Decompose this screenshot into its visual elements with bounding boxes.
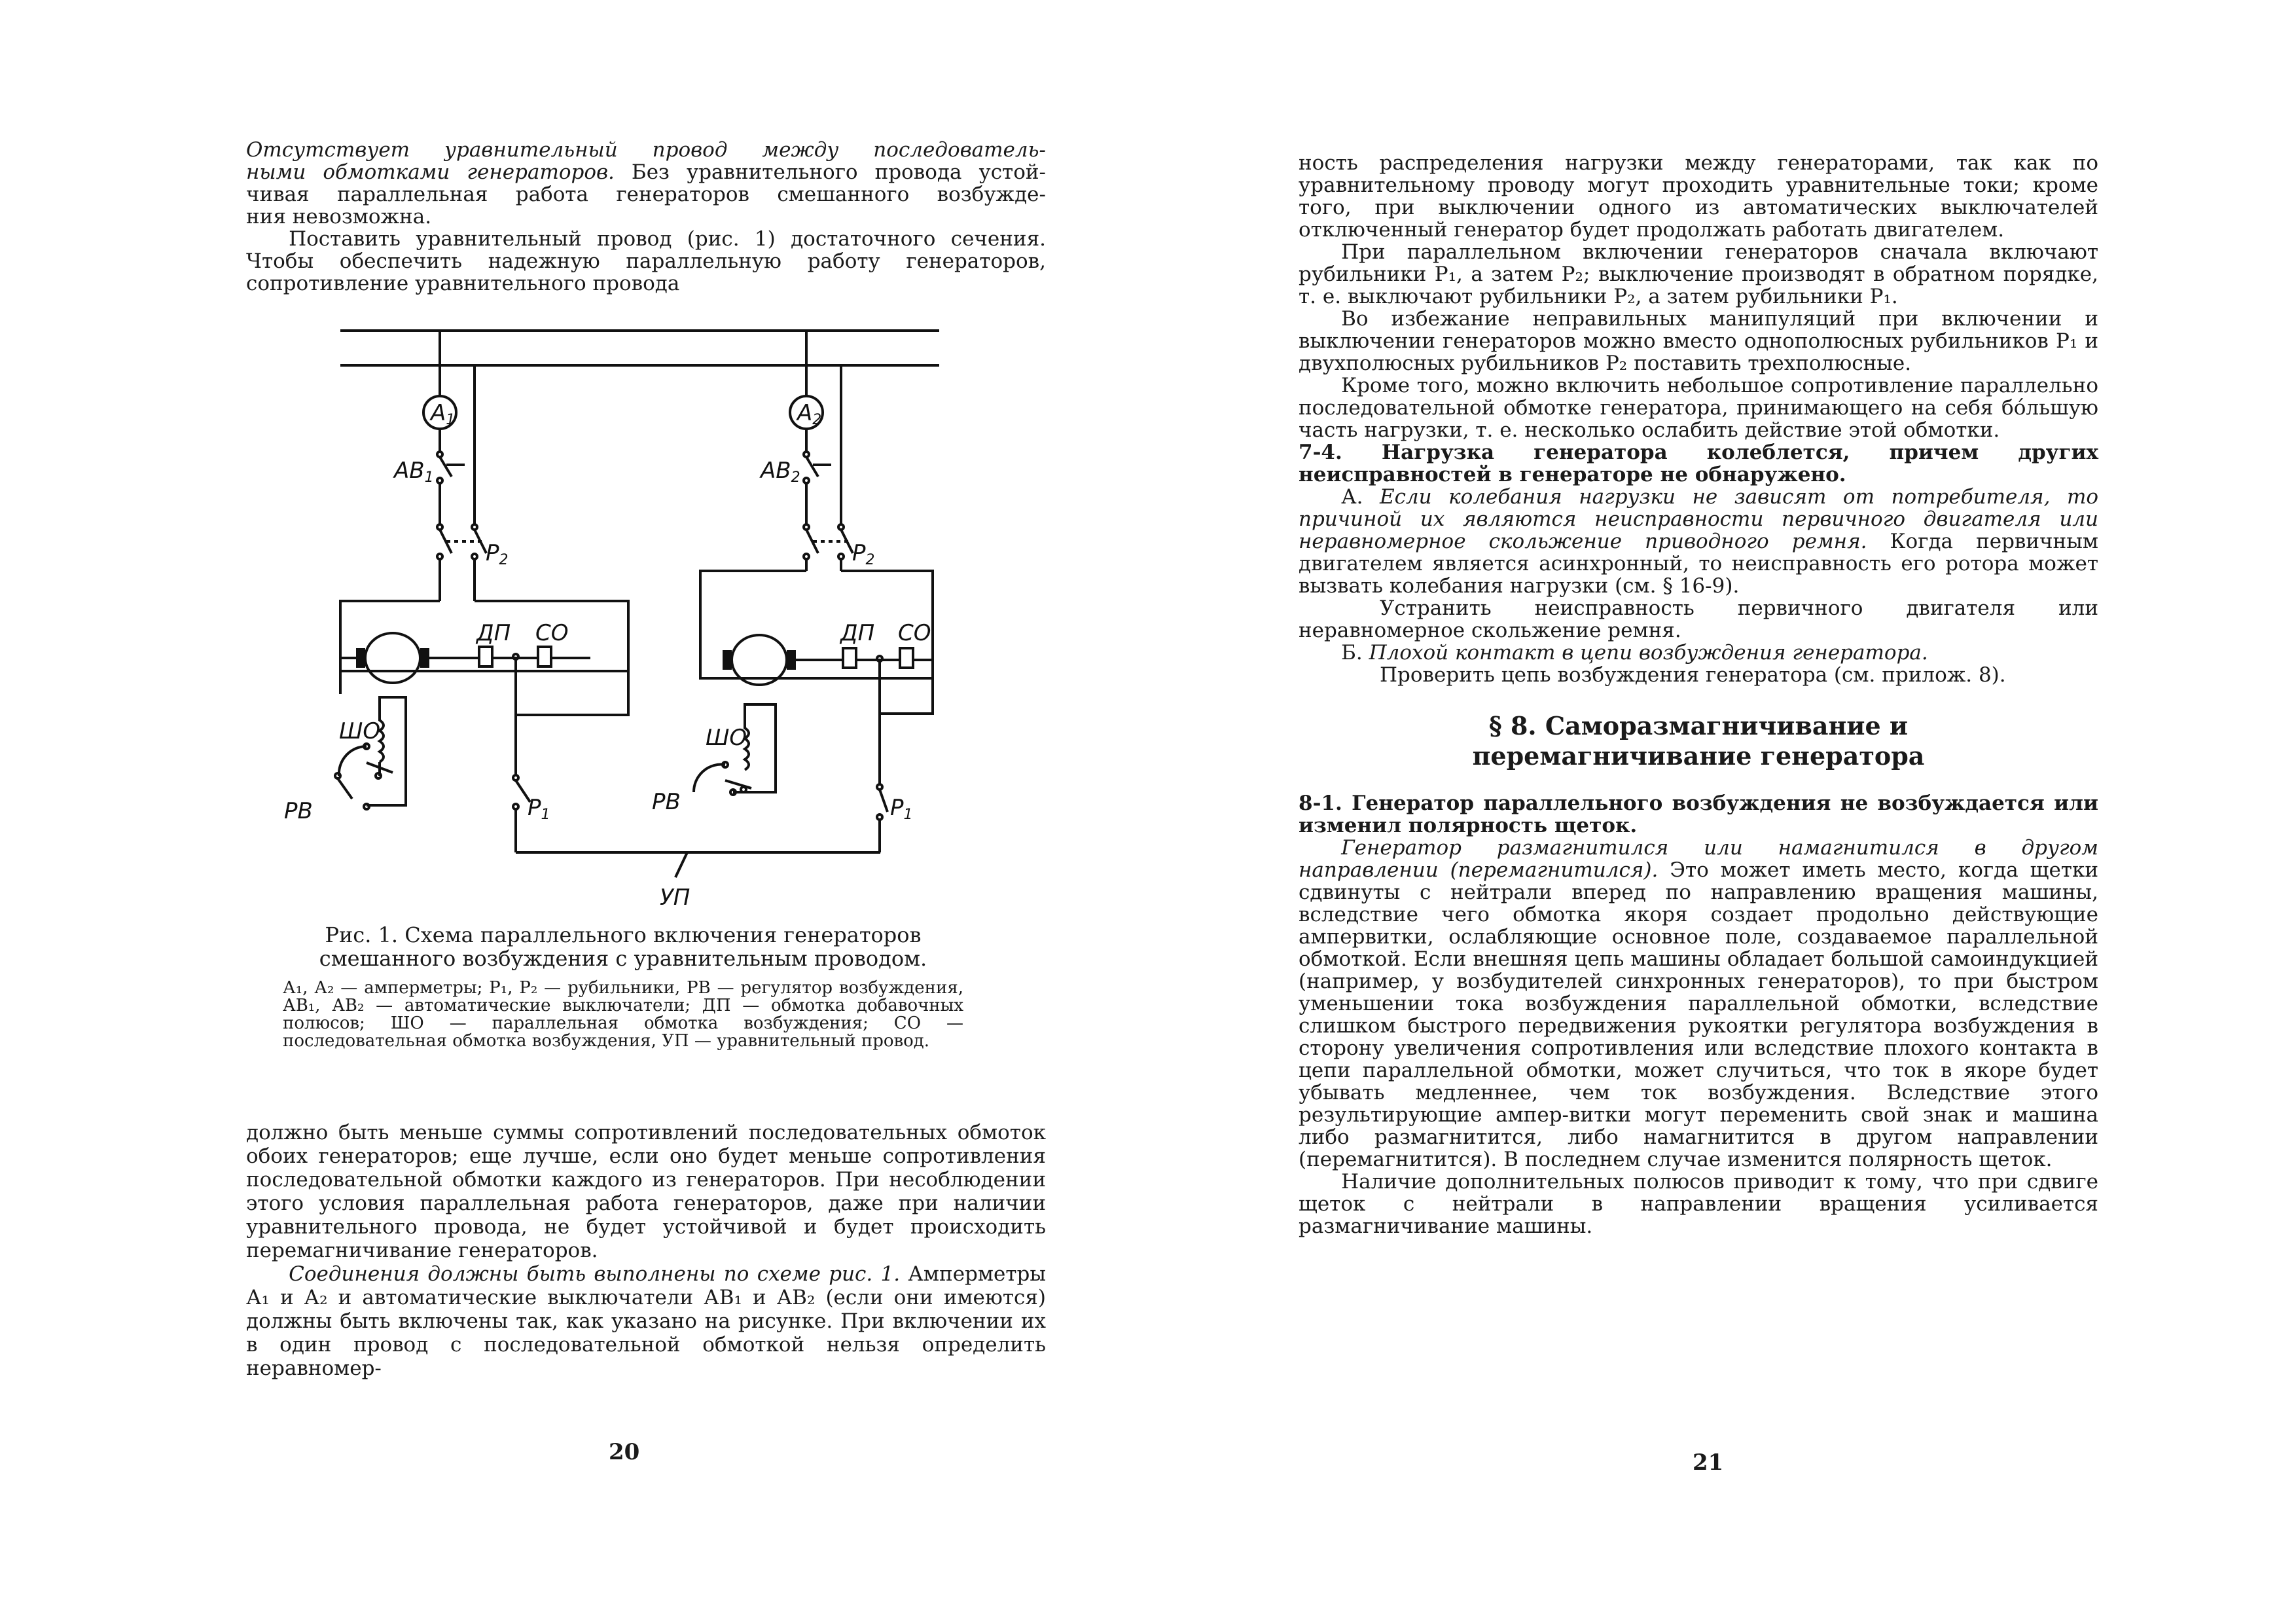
item-a-fix: Устранить неисправность первичного двигателя или неравномерное скольжение ремня. [1299,596,2098,642]
item-b-label: Б. [1341,641,1369,665]
label-dp-left: ДП [476,620,511,646]
page-number-right: 21 [1693,1450,1724,1476]
svg-text:AB1: AB1 [394,458,434,486]
left-line-3: чивая параллельная работа генераторов смешанного возбужде- [246,183,1046,206]
label-rv-right: РВ [652,789,681,815]
heading-7-4: 7-4. Нагрузка генератора колеблется, причем других неисправностей в генераторе не обнаружено. [1299,441,2098,486]
label-a1: A [431,400,446,426]
label-sho-right: ШО [706,725,747,751]
left-top-text [246,139,1046,295]
label-ab1: AB [394,458,425,484]
p81-italic: Генератор размагнитился или намагнитился в другом направлении (перемагнитился). [1299,836,2098,882]
label-sho-left: ШО [339,718,381,744]
left-bottom-text [246,1121,1046,1380]
section-title-line-1: § 8. Саморазмагничивание и [1488,711,1909,740]
heading-8-1: 8-1. Генератор параллельного возбуждения не возбуждается или изменил полярность щеток. [1299,792,2098,837]
left-para-4: Амперметры А₁ и А₂ и автоматические выключатели АВ₁ и АВ₂ (если они имеются) должны быть включены так, как указано на рисунке. При включении их в один провод с последовательной обмоткой нельзя определить неравномер- [246,1262,1047,1380]
svg-text:AB2: AB2 [761,458,800,486]
label-dp-right: ДП [840,620,875,646]
right-text [1299,152,2098,1237]
section-title-line-2: перемагничивание генератора [1472,741,1925,771]
figure-caption-block [283,923,963,1050]
item-b-fix: Проверить цепь возбуждения генератора (см. прилож. 8). [1380,663,2006,687]
label-co-right: СО [898,620,931,646]
circuit-diagram [275,314,956,923]
figure-legend: А₁, А₂ — амперметры; Р₁, Р₂ — рубильники, РВ — регулятор возбуждения, АВ₁, АВ₂ — автоматические выключатели; ДП — обмотка добавочных полюсов; ШО — параллельная обмотка возбуждения; СО — последовательная обмотка возбуждения, УП — уравнительный провод. [283,978,963,1051]
left-line-4: ния невозможна. [246,205,432,228]
p81-text: Это может иметь место, когда щетки сдвинуты с нейтрали вперед по направлению вращения машины, вследствие чего обмотка якоря создает продольно действующие ампервитки, ослабляющие основное поле, создаваемое параллельной обмоткой. Если внешняя цепь машины обладает большой самоиндукцией (например, у возбудителей синхронных генераторов), то при быстром уменьшении тока возбуждения параллельной обмотки, вследствие слишком быстрого передвижения рукоятки регулятора возбуждения в сторону увеличения сопротивления или вследствие плохого контакта в цепи параллельной обмотки, может случиться, что ток в якоре будет убывать медленнее, чем ток возбуждения. Вследствие этого результирующие ампер-витки могут переменить свой знак и машина либо размагнитится, либо намагнитится в другом направлении (перемагнитится). В последнем случае изменится полярность щеток. [1299,858,2098,1171]
label-p1-right: P [890,795,904,821]
left-line-2b: Без уравнительного провода устой- [614,160,1046,184]
figure-caption: Рис. 1. Схема параллельного включения генераторов смешанного возбуждения с уравнительным проводом. [319,922,927,971]
label-rv-left: РВ [284,798,313,824]
label-p2-right: P [852,540,866,566]
svg-text:P1: P1 [528,795,550,823]
left-line-1: Отсутствует уравнительный провод между последователь- [246,138,1046,162]
right-para-1: ность распределения нагрузки между генераторами, так как по уравнительному проводу могут проходить уравнительные токи; кроме того, при выключении одного из автоматических выключателей отключенный генератор будет продолжать работать двигателем. [1299,151,2098,242]
generator-1-armature [365,633,420,683]
item-a-text: Когда первичным двигателем является асинхронный, то неисправность его ротора может вызвать колебания нагрузки (см. § 16-9). [1299,530,2098,598]
left-line-2a: ными обмотками генераторов. [246,160,615,184]
left-para-3: должно быть меньше суммы сопротивлений последовательных обмоток обоих генераторов; еще лучше, если оно будет меньше сопротивления последовательной обмотки каждого из генераторов. При несоблюдении этого условия параллельная работа генераторов, даже при наличии уравнительного провода, не будет устойчивой и будет происходить перемагничивание генераторов. [246,1121,1046,1262]
label-p1-left: P [528,795,541,821]
right-page [1148,0,2296,1623]
item-a-label: А. [1341,485,1380,509]
right-para-2: При параллельном включении генераторов сначала включают рубильники Р₁, а затем Р₂; выключение производят в обратном порядке, т. е. выключают рубильники Р₂, а затем рубильники Р₁. [1299,240,2098,308]
svg-text:P2: P2 [486,540,509,568]
svg-text:P2: P2 [852,540,875,568]
svg-text:A2: A2 [797,400,822,428]
label-a2: A [797,400,813,426]
item-a-italic: Если колебания нагрузки не зависят от потребителя, то причиной их являются неисправности первичного двигателя или неравномерное скольжение приводного ремня. [1299,485,2098,553]
right-last-para: Наличие дополнительных полюсов приводит к тому, что при сдвиге щеток с нейтрали в направлении вращения усиливается размагничивание машины. [1299,1170,2098,1238]
label-ab2: AB [761,458,791,484]
item-b-italic: Плохой контакт в цепи возбуждения генератора. [1369,641,1928,665]
label-p2-left: P [486,540,499,566]
right-para-4: Кроме того, можно включить небольшое сопротивление параллельно последовательной обмотке генератора, принимающего на себя бо́льшую часть нагрузки, т. е. несколько ослабить действие этой обмотки. [1299,374,2098,442]
page-number-left: 20 [609,1439,640,1465]
svg-text:A1: A1 [431,400,456,428]
label-up: УП [660,884,691,911]
svg-text:P1: P1 [890,795,913,823]
left-para-2: Поставить уравнительный провод (рис. 1) достаточного сечения. Чтобы обеспечить надежную параллельную работу генераторов, сопротивление уравнительного провода [246,227,1046,295]
label-co-left: СО [535,620,569,646]
left-para-4-italic: Соединения должны быть выполнены по схеме рис. 1. [289,1262,901,1286]
right-para-3: Во избежание неправильных манипуляций при включении и выключении генераторов можно вместо однополюсных рубильников Р₁ и двухполюсных рубильников Р₂ поставить трехполюсные. [1299,307,2098,375]
